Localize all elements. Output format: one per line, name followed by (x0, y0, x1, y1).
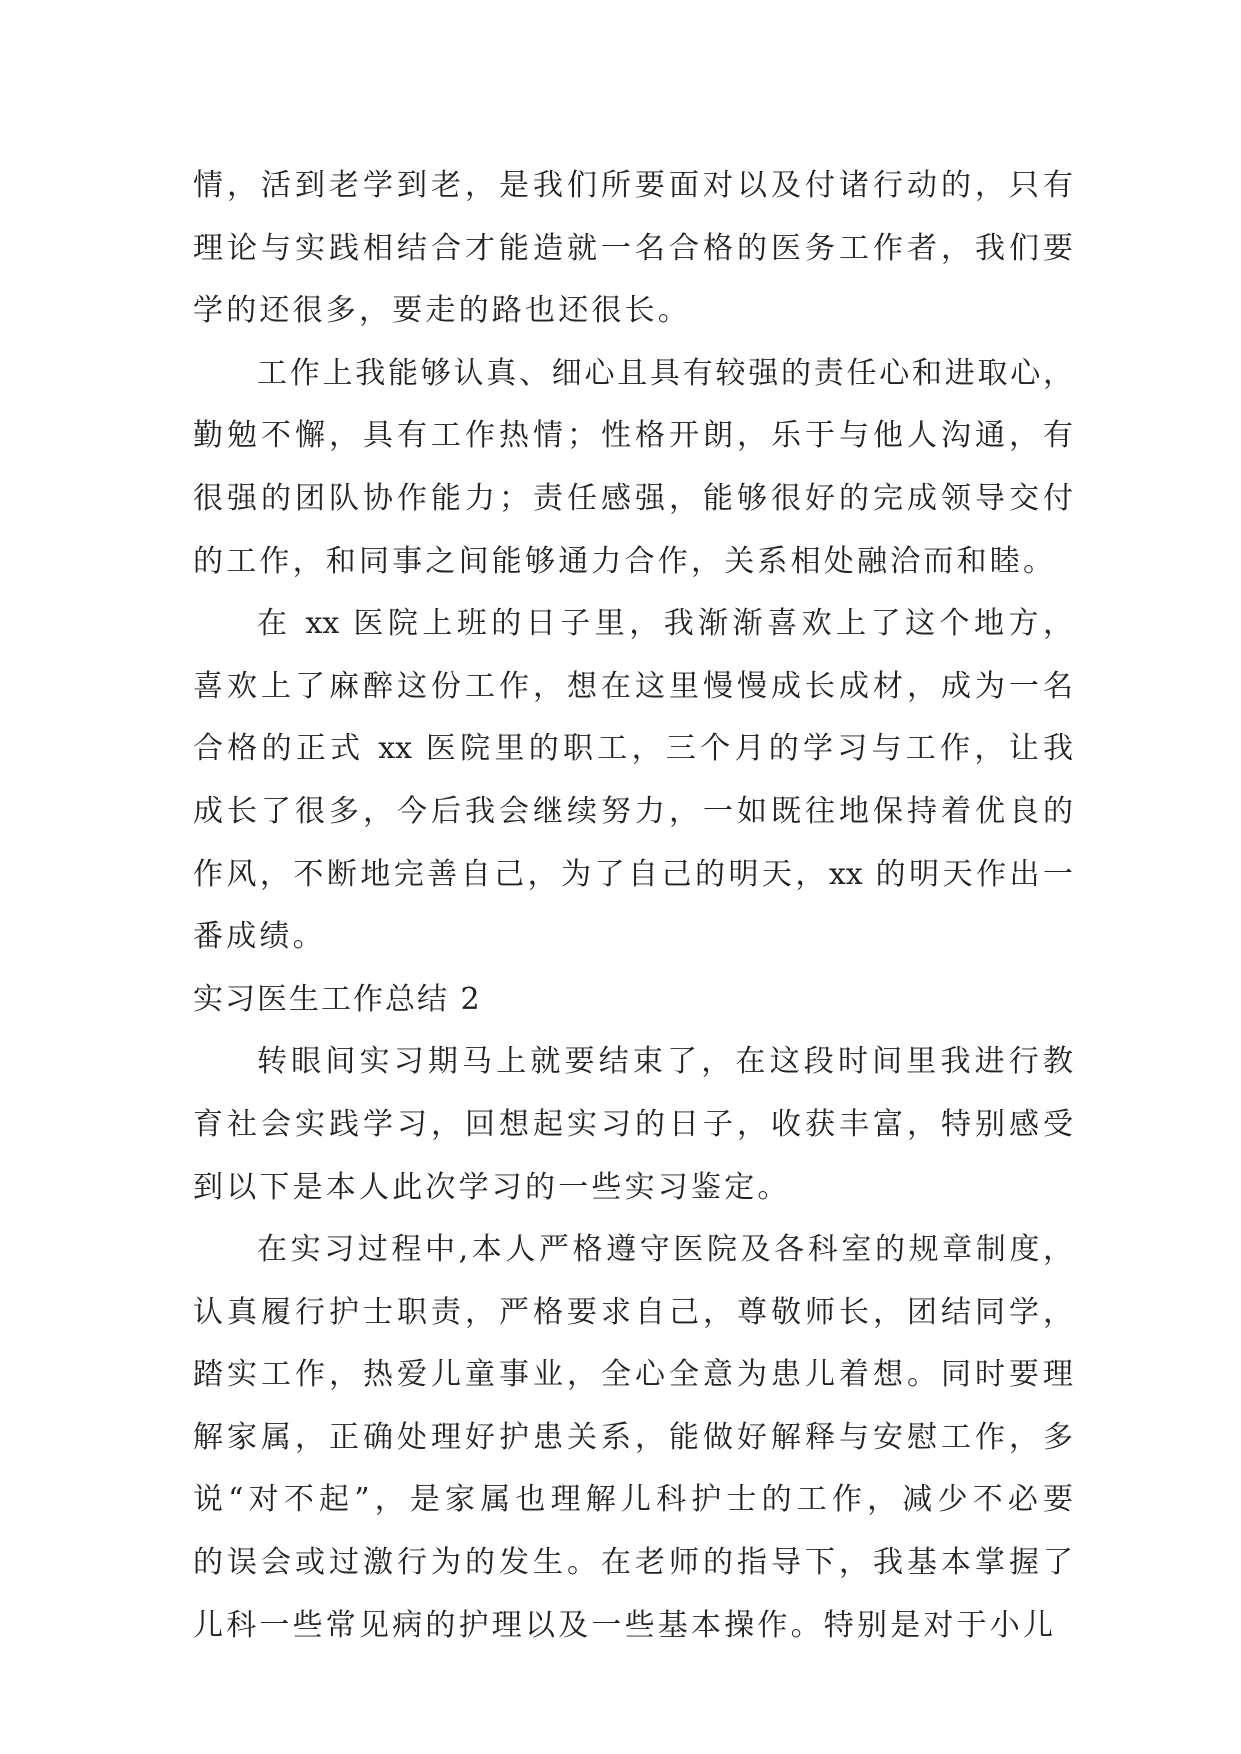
text-line: 育社会实践学习，回想起实习的日子，收获丰富，特别感受 (193, 1106, 1073, 1142)
paragraph (193, 155, 1073, 343)
section-heading: 实习医生工作总结 2 (193, 981, 482, 1017)
document-body (193, 155, 1073, 1657)
text-line: 解家属，正确处理好护患关系，能做好解释与安慰工作，多 (193, 1419, 1073, 1455)
text-line: 踏实工作，热爱儿童事业，全心全意为患儿着想。同时要理 (193, 1357, 1073, 1393)
text-line: 番成绩。 (193, 919, 326, 955)
text-line: 很强的团队协作能力；责任感强，能够很好的完成领导交付 (193, 480, 1073, 516)
text-line: 情，活到老学到老，是我们所要面对以及付诸行动的，只有 (193, 168, 1073, 203)
paragraph (193, 1031, 1073, 1219)
paragraph (193, 1219, 1073, 1657)
text-line: 认真履行护士职责，严格要求自己，尊敬师长，团结同学， (193, 1294, 1073, 1330)
paragraph (193, 593, 1073, 969)
text-line: 勤勉不懈，具有工作热情；性格开朗，乐于与他人沟通，有 (193, 418, 1073, 454)
text-line: 合格的正式 xx 医院里的职工，三个月的学习与工作，让我 (193, 731, 1073, 767)
text-line: 工作上我能够认真、细心且具有较强的责任心和进取心， (257, 355, 1073, 391)
text-line: 理论与实践相结合才能造就一名合格的医务工作者，我们要 (193, 230, 1073, 266)
paragraph (193, 343, 1073, 593)
text-line: 儿科一些常见病的护理以及一些基本操作。特别是对于小儿 (193, 1607, 1057, 1643)
text-line: 到以下是本人此次学习的一些实习鉴定。 (193, 1169, 791, 1205)
text-line: 说“对不起”，是家属也理解儿科护士的工作，减少不必要 (193, 1482, 1073, 1518)
text-line: 转眼间实习期马上就要结束了，在这段时间里我进行教 (257, 1044, 1073, 1080)
text-line: 的误会或过激行为的发生。在老师的指导下，我基本掌握了 (193, 1545, 1073, 1581)
text-line: 喜欢上了麻醉这份工作，想在这里慢慢成长成材，成为一名 (193, 668, 1073, 704)
text-line: 成长了很多，今后我会继续努力，一如既往地保持着优良的 (193, 793, 1073, 829)
text-line: 的工作，和同事之间能够通力合作，关系相处融洽而和睦。 (193, 543, 1057, 579)
text-line: 作风，不断地完善自己，为了自己的明天，xx 的明天作出一 (193, 856, 1073, 892)
text-line: 学的还很多，要走的路也还很长。 (193, 293, 691, 329)
text-line: 在 xx 医院上班的日子里，我渐渐喜欢上了这个地方， (257, 606, 1073, 642)
text-line: 在实习过程中,本人严格遵守医院及各科室的规章制度， (257, 1232, 1073, 1268)
